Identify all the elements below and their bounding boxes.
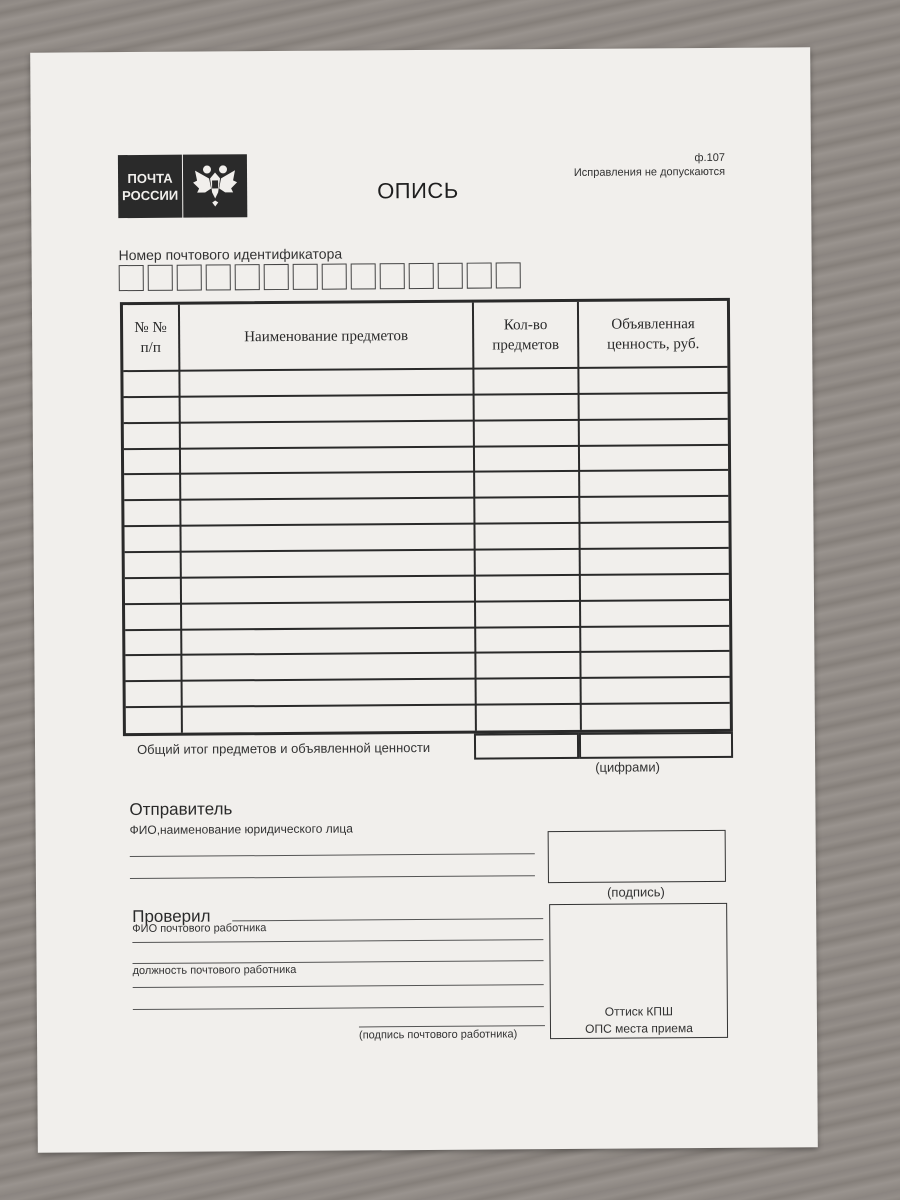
- column-header-declared-value: [579, 301, 727, 368]
- worker-name-line-2[interactable]: [133, 960, 544, 964]
- identifier-label: Номер почтового идентификатора: [118, 245, 343, 264]
- stamp-line-1: Оттиск КПШ: [604, 1004, 674, 1019]
- pochta-rossii-logo: [118, 155, 182, 218]
- form-sheet: [30, 47, 818, 1152]
- identifier-digit-box[interactable]: [322, 264, 347, 290]
- identifier-digit-box[interactable]: [293, 264, 318, 290]
- worker-position-line[interactable]: [133, 984, 544, 988]
- total-quantity-field[interactable]: [474, 733, 579, 760]
- worker-position-label: должность почтового работника: [132, 963, 297, 978]
- checked-title: Проверил: [132, 906, 211, 927]
- signature-note: (подпись): [606, 884, 665, 900]
- identifier-digit-box[interactable]: [380, 263, 405, 289]
- column-header-name: [180, 303, 472, 371]
- identifier-digit-box[interactable]: [206, 264, 231, 290]
- column-header-quantity-line2: предметов: [492, 337, 560, 354]
- total-label: Общий итог предметов и объявленной ценности: [136, 739, 431, 758]
- sender-name-line-2[interactable]: [130, 875, 535, 879]
- column-header-value-line1: Объявленная: [611, 316, 695, 333]
- identifier-digit-box[interactable]: [264, 264, 289, 290]
- total-value-field[interactable]: [579, 732, 733, 759]
- sender-name-line-1[interactable]: [130, 853, 535, 857]
- worker-signature-line[interactable]: [359, 1025, 545, 1027]
- digits-note: (цифрами): [595, 759, 660, 775]
- column-header-number-line1: № №: [134, 319, 167, 337]
- sender-signature-box[interactable]: [548, 830, 726, 883]
- worker-name-label: ФИО почтового работника: [132, 922, 267, 936]
- identifier-digit-box[interactable]: [351, 263, 376, 289]
- identifier-digit-box[interactable]: [467, 263, 492, 289]
- identifier-digit-box[interactable]: [148, 265, 173, 291]
- column-header-name-line1: Наименование предметов: [244, 328, 409, 346]
- sender-title: Отправитель: [129, 799, 233, 820]
- column-header-value-line2: ценность, руб.: [607, 336, 700, 353]
- identifier-digit-box[interactable]: [235, 264, 260, 290]
- identifier-digit-box[interactable]: [177, 265, 202, 291]
- worker-name-line[interactable]: [132, 939, 543, 943]
- logo-line-1: ПОЧТА: [127, 170, 173, 186]
- identifier-digit-box[interactable]: [496, 262, 521, 288]
- column-header-number-line2: п/п: [140, 339, 161, 356]
- logo-line-2: РОССИИ: [122, 187, 179, 203]
- worker-signature-label: (подпись почтового работника): [358, 1028, 518, 1042]
- page-title: ОПИСЬ: [377, 177, 459, 204]
- column-header-quantity-line1: Кол-во: [503, 317, 548, 334]
- column-header-quantity: [474, 302, 577, 369]
- column-header-number: [123, 305, 178, 371]
- identifier-digit-box[interactable]: [119, 265, 144, 291]
- stamp-line-2: ОПС места приема: [585, 1021, 693, 1036]
- eagle-emblem-icon: [183, 154, 247, 217]
- items-table: [120, 298, 733, 736]
- stamp-box: [549, 903, 728, 1039]
- sender-subtitle: ФИО,наименование юридического лица: [129, 821, 353, 838]
- identifier-digit-box[interactable]: [409, 263, 434, 289]
- form-code: ф.107: [694, 151, 725, 165]
- identifier-boxes: [119, 262, 521, 291]
- checked-line[interactable]: [232, 918, 543, 921]
- worker-position-line-2[interactable]: [133, 1006, 544, 1010]
- identifier-digit-box[interactable]: [438, 263, 463, 289]
- table-row[interactable]: [126, 703, 730, 733]
- no-corrections-note: Исправления не допускаются: [573, 165, 726, 179]
